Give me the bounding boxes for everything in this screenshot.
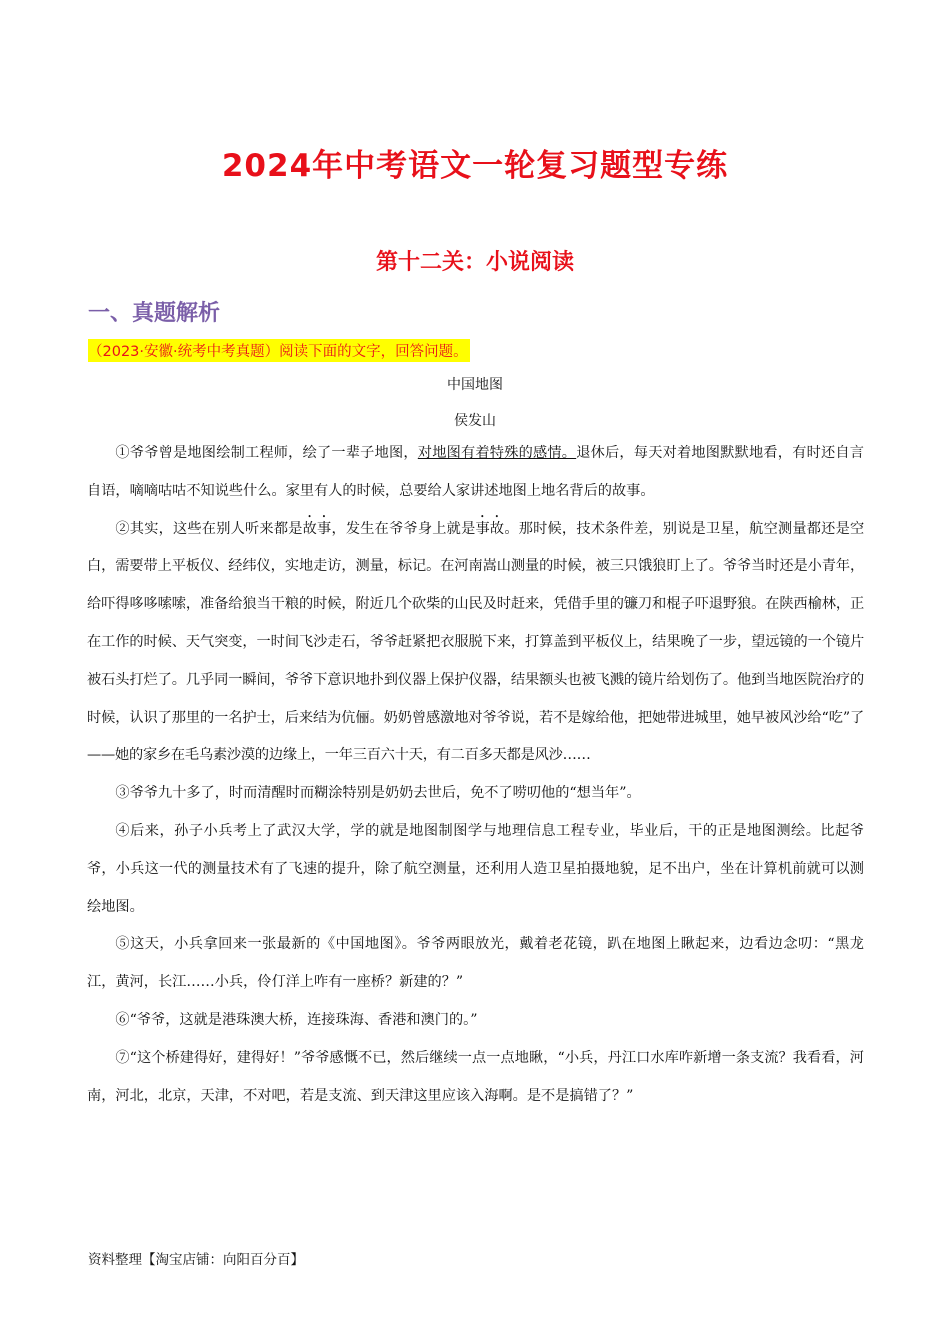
- footer-note: 资料整理【淘宝店铺：向阳百分百】: [88, 1252, 304, 1268]
- story-body: [87, 435, 864, 1115]
- paragraph-6: ⑥“爷爷，这就是港珠澳大桥，连接珠海、香港和澳门的。”: [115, 1011, 478, 1028]
- story-title: 中国地图: [447, 377, 503, 393]
- story-author: 侯发山: [454, 413, 496, 429]
- paragraph-2-part-3: 。那时候，技术条件差，别说是卫星，航空测量都还是空白，需要带上平板仪、经纬仪，实地走访，测量，标记。在河南嵩山测量的时候，被三只饿狼盯上了。爷爷当时还是小青年，给吓得哆哆嗦嗦，准备给狼当干粮的时候，附近几个砍柴的山民及时赶来，凭借手里的镰刀和棍子吓退野狼。在陕西榆林，正在工作的时候、天气突变，一时间飞沙走石，爷爷赶紧把衣服脱下来，打算盖到平板仪上，结果晚了一步，望远镜的一个镜片被石头打烂了。几乎同一瞬间，爷爷下意识地扑到仪器上保护仪器，结果额头也被飞溅的镜片给划伤了。他到当地医院治疗的时候，认识了那里的一名护士，后来结为伉俪。奶奶曾感激地对爷爷说，若不是嫁给他，把她带进城里，她早被风沙给“吃”了——她的家乡在毛乌素沙漠的边缘上，一年三百六十天，有二百多天都是风沙……: [87, 520, 864, 764]
- paragraph-1-before: ①爷爷曾是地图绘制工程师，绘了一辈子地图，: [115, 445, 418, 461]
- emphasized-word-2: 事故: [475, 520, 505, 537]
- paragraph-2-part-1: ②其实，这些在别人听来都是: [115, 520, 303, 537]
- paragraph-1: [87, 435, 864, 511]
- paragraph-2: [87, 511, 864, 776]
- paragraph-2-part-2: ，发生在爷爷身上就是: [331, 520, 476, 537]
- paragraph-5: ⑤这天，小兵拿回来一张最新的《中国地图》。爷爷两眼放光，戴着老花镜，趴在地图上瞅起来，边看边念叨：“黑龙江，黄河，长江……小兵，伶仃洋上咋有一座桥？新建的？”: [87, 936, 864, 991]
- underlined-phrase: 对地图有着特殊的感情。: [417, 445, 577, 461]
- paragraph-7: ⑦“这个桥建得好，建得好！”爷爷感慨不已，然后继续一点一点地瞅，“小兵，丹江口水库咋新增一条支流？我看看，河南，河北，北京，天津，不对吧，若是支流、到天津这里应该入海啊。是不是搞错了？”: [87, 1049, 864, 1104]
- sub-title: 第十二关：小说阅读: [375, 250, 574, 275]
- paragraph-4: ④后来，孙子小兵考上了武汉大学，学的就是地图制图学与地理信息工程专业，毕业后，干的正是地图测绘。比起爷爷，小兵这一代的测量技术有了飞速的提升，除了航空测量，还利用人造卫星拍摄地貌，足不出户，坐在计算机前就可以测绘地图。: [87, 822, 864, 915]
- main-title: 2024年中考语文一轮复习题型专练: [221, 148, 729, 184]
- paragraph-3: ③爷爷九十多了，时而清醒时而糊涂特别是奶奶去世后，免不了唠叨他的“想当年”。: [115, 785, 641, 802]
- section-heading: 一、真题解析: [88, 301, 221, 326]
- paragraph-1-after: 退休后，每天对着地图默默地看，有时还自言自语，嘀嘀咕咕不知说些什么。家里有人的时候，总要给人家讲述地图上地名背后的故事。: [87, 445, 864, 499]
- emphasized-word-1: 故事: [302, 520, 332, 537]
- source-note: （2023·安徽·统考中考真题）阅读下面的文字，回答问题。: [88, 339, 470, 362]
